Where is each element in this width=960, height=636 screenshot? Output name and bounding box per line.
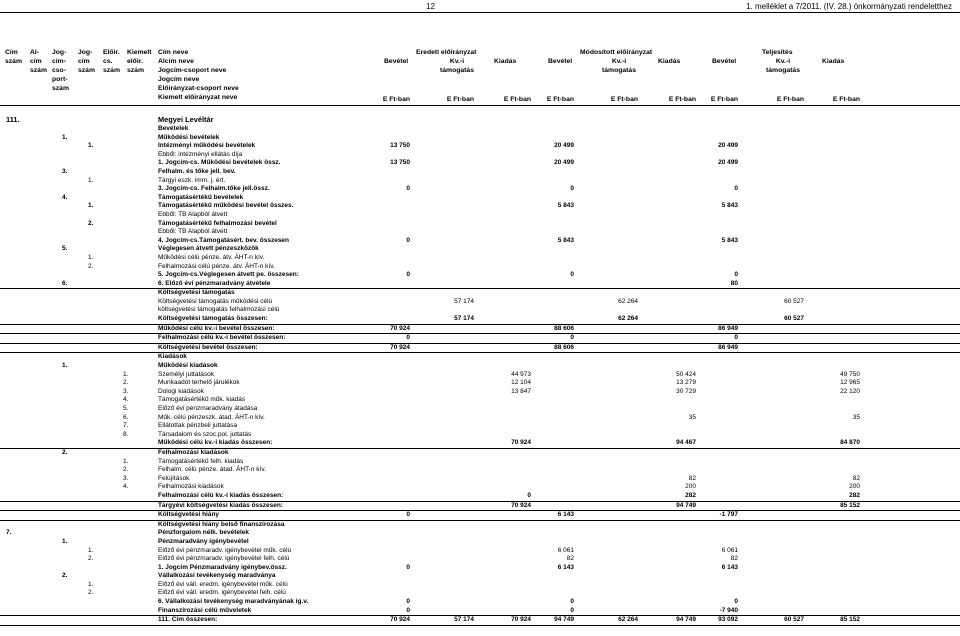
row-name: Pénzforgalom nélk. bevételek: [158, 529, 250, 537]
row-code: 6.: [62, 279, 68, 287]
row-value: 94 749: [676, 616, 696, 624]
row-value: 70 924: [390, 343, 410, 351]
row-value: 80: [730, 279, 738, 287]
table-row: [0, 589, 960, 598]
header-names: Cím neve Alcím neve Jogcím-csoport neve Jogcím neve Előirányzat-csoport neve Kiemelt előirányzat neve: [158, 49, 239, 101]
row-name: Felhalmozási célú kv.-i bevétel összesen:: [158, 334, 286, 342]
row-value: -7 940: [719, 606, 738, 614]
table-row: [0, 483, 960, 492]
row-value: 6 143: [557, 511, 574, 519]
row-name: Tárgyévi költségvetési kiadás összesen:: [158, 501, 284, 509]
row-code: 4.: [123, 483, 129, 491]
row-value: 0: [527, 491, 531, 499]
row-value: 6 143: [557, 563, 574, 571]
row-name: 3. Jogcím-cs. Felhalm.tőke jell.össz.: [158, 185, 270, 193]
row-name: Előző évi pénzmaradvány átadása: [158, 405, 258, 412]
header-kiemelt: Kiemelt előir. szám: [127, 49, 152, 74]
table-row: [0, 306, 960, 315]
row-value: 0: [570, 606, 574, 614]
row-name: Munkaadót terhelő járulékok: [158, 379, 240, 387]
row-value: 200: [685, 483, 696, 491]
row-value: 200: [849, 483, 860, 491]
table-row: [0, 344, 960, 354]
table-row: [0, 177, 960, 186]
table-row: [0, 422, 960, 431]
table-row: [0, 547, 960, 556]
table-row: [0, 115, 960, 125]
table-row: [0, 439, 960, 449]
table-row: [0, 228, 960, 237]
row-value: 20 499: [718, 142, 738, 150]
row-code: 1.: [88, 580, 94, 588]
row-code: 1.: [88, 142, 94, 150]
row-code: 2.: [62, 448, 68, 456]
row-name: Ebből: intézményi ellátás díja: [158, 150, 243, 158]
row-code: 7.: [6, 529, 12, 537]
table-row: [0, 572, 960, 581]
row-value: 13 750: [390, 142, 410, 150]
row-value: 13 750: [390, 159, 410, 167]
unit-label: E Ft-ban: [382, 96, 410, 103]
unit-label: E Ft-ban: [503, 96, 531, 103]
table-row: [0, 263, 960, 272]
table-row: [0, 581, 960, 590]
row-value: 94 467: [676, 439, 696, 447]
row-value: 5 843: [721, 236, 738, 244]
row-code: 2.: [88, 555, 94, 563]
row-value: 82: [566, 555, 574, 563]
row-value: 49 750: [840, 370, 860, 378]
row-value: 282: [849, 491, 860, 499]
table-row: [0, 431, 960, 440]
row-name: Ellátottak pénzbeli juttatása: [158, 422, 238, 430]
row-value: 35: [852, 413, 860, 421]
row-value: 50 424: [676, 370, 696, 378]
row-value: 60 527: [784, 616, 804, 624]
row-value: 0: [406, 185, 410, 193]
row-code: 3.: [123, 474, 129, 482]
row-name: 111. Cím összesen:: [158, 616, 218, 624]
row-name: Támogatásértékű felh. kiadás: [158, 457, 244, 465]
row-name: Társadalom és szoc.pol. juttatás: [158, 430, 252, 438]
row-code: 2.: [62, 572, 68, 580]
col-kvi-modositott: Kv.-i támogatás: [602, 58, 636, 74]
row-name: Költségvetési hiány belső finanszírozása: [158, 520, 285, 528]
row-value: 57 174: [454, 616, 474, 624]
row-name: Költségvetési támogatás összesen:: [158, 315, 268, 323]
row-value: 13 847: [511, 387, 531, 395]
row-value: 44 973: [511, 370, 531, 378]
row-code: 2.: [123, 379, 129, 387]
row-value: 6 061: [721, 546, 738, 554]
row-value: 22 120: [840, 387, 860, 395]
row-value: 57 174: [454, 297, 474, 305]
row-value: 0: [406, 598, 410, 606]
row-name: Költségvetési bevétel összesen:: [158, 343, 258, 351]
col-bevetel-eredeti: Bevétel: [384, 58, 409, 65]
row-name: 4. Jogcím-cs.Támogatásért. bev. összesen: [158, 236, 290, 244]
row-code: 1.: [88, 546, 94, 554]
row-name: Költségvetési támogatás: [158, 289, 235, 297]
row-value: 70 924: [511, 501, 531, 509]
unit-label: E Ft-ban: [710, 96, 738, 103]
header-jogcimcsoport: Jog- cím- cso- port- szám: [52, 49, 70, 92]
table-row: [0, 414, 960, 423]
table-row: [0, 511, 960, 521]
row-value: 5 843: [557, 202, 574, 210]
row-code: 1.: [62, 133, 68, 141]
row-code: 1.: [123, 370, 129, 378]
row-name: Felhalmozási kiadások: [158, 483, 224, 491]
header-jogcim: Jog- cím szám: [78, 49, 96, 74]
row-value: 20 499: [554, 159, 574, 167]
row-value: 0: [406, 271, 410, 279]
table-row: [0, 475, 960, 484]
row-name: Finanszírozási célú műveletek: [158, 606, 252, 614]
header-cim: Cím szám: [5, 49, 23, 65]
row-code: 7.: [123, 422, 129, 430]
table-row: [0, 466, 960, 475]
row-name: Intézményi működési bevételek: [158, 142, 256, 150]
row-code: 1.: [62, 362, 68, 370]
row-code: 111.: [6, 115, 20, 124]
row-value: 94 749: [676, 501, 696, 509]
row-name: Támogatásértékű működési bevétel összes.: [158, 202, 294, 210]
row-name: 5. Jogcím-cs.Véglegesen átvett pe. összesen:: [158, 271, 299, 279]
table-row: [0, 185, 960, 194]
col-bevetel-modositott: Bevétel: [548, 58, 573, 65]
row-name: Felhalmozási kiadások: [158, 448, 229, 456]
row-name: Működési bevételek: [158, 133, 220, 141]
row-value: 82: [730, 555, 738, 563]
row-value: 94 749: [554, 616, 574, 624]
unit-label: E Ft-ban: [668, 96, 696, 103]
group-title-teljesites: Teljesítés: [762, 49, 793, 56]
table-row: [0, 254, 960, 263]
table-row: [0, 202, 960, 211]
row-value: 84 870: [840, 439, 860, 447]
table-row: [0, 280, 960, 290]
row-name: Felhalm. célú pénze. átad. ÁHT-n kív.: [158, 466, 266, 474]
col-kiadas-teljesites: Kiadás: [822, 58, 845, 65]
row-name: Előző évi váll. eredm. igénybevétel műk. célú: [158, 580, 288, 588]
row-name: Előző évi pénzmaradv. igénybevétel felh. célú: [158, 555, 290, 563]
table-row: [0, 220, 960, 229]
group-title-eredeti: Eredeti előirányzat: [416, 49, 477, 56]
table-row: [0, 388, 960, 397]
row-value: 88 606: [554, 324, 574, 332]
row-name: Személyi juttatások: [158, 370, 214, 378]
row-value: 0: [570, 334, 574, 342]
row-value: 12 965: [840, 379, 860, 387]
row-name: Pénzmaradvány igénybevétel: [158, 537, 249, 545]
row-name: Dologi kiadások: [158, 387, 204, 395]
row-name: 1. Jogcím Pénzmaradvány igénybev.össz.: [158, 563, 287, 571]
table-row: [0, 194, 960, 203]
row-value: 86 949: [718, 324, 738, 332]
row-value: 35: [688, 413, 696, 421]
row-value: 62 264: [618, 297, 638, 305]
row-name: 6. Előző évi pénzmaradvány átvétele: [158, 279, 271, 287]
row-name: 1. Jogcím-cs. Működési bevételek össz.: [158, 159, 281, 167]
group-title-modositott: Módosított előirányzat: [580, 49, 653, 56]
row-code: 4.: [62, 193, 68, 201]
row-value: 82: [852, 474, 860, 482]
table-row: [0, 168, 960, 177]
document-reference: 1. melléklet a 7/2011. (IV. 28.) önkormányzati rendeletthez: [746, 2, 952, 11]
row-value: 0: [406, 563, 410, 571]
row-value: 12 104: [511, 379, 531, 387]
row-value: 30 729: [676, 387, 696, 395]
table-row: [0, 405, 960, 414]
row-value: 60 527: [784, 297, 804, 305]
row-code: 2.: [88, 219, 94, 227]
row-value: 0: [734, 334, 738, 342]
header-alcim: Al- cím szám: [30, 49, 48, 74]
row-code: 1.: [123, 457, 129, 465]
row-value: -1 797: [719, 511, 738, 519]
row-code: 5.: [123, 405, 129, 412]
header-rule: [0, 12, 960, 13]
col-kvi-eredeti: Kv.-i támogatás: [440, 58, 474, 74]
table-row: [0, 521, 960, 530]
col-kiadas-eredeti: Kiadás: [494, 58, 517, 65]
unit-label: E Ft-ban: [776, 96, 804, 103]
row-value: 13 279: [676, 379, 696, 387]
row-code: 1.: [88, 253, 94, 261]
row-name: Véglegesen átvett pénzeszközök: [158, 245, 259, 253]
row-name: Működési kiadások: [158, 362, 218, 370]
unit-label: E Ft-ban: [546, 96, 574, 103]
row-value: 5 843: [557, 236, 574, 244]
unit-label: E Ft-ban: [610, 96, 638, 103]
table-row: [0, 371, 960, 380]
table-row: [0, 607, 960, 617]
row-name: Költségvetési hiány: [158, 511, 220, 519]
row-code: 2.: [123, 466, 129, 474]
row-code: 2.: [88, 589, 94, 597]
row-value: 82: [688, 474, 696, 482]
row-value: 282: [685, 491, 696, 499]
row-code: 5.: [62, 245, 68, 253]
row-value: 93 092: [718, 616, 738, 624]
table-row: [0, 492, 960, 502]
table-row: [0, 538, 960, 547]
row-name: Vállalkozási tevékenység maradványa: [158, 572, 276, 580]
row-name: Támogatásértékű bevételek: [158, 193, 244, 201]
row-code: 8.: [123, 430, 129, 438]
row-code: 4.: [123, 396, 129, 404]
row-code: 1.: [88, 176, 94, 184]
row-value: 86 949: [718, 343, 738, 351]
row-value: 0: [734, 271, 738, 279]
row-value: 0: [570, 185, 574, 193]
row-value: 62 264: [618, 315, 638, 323]
table-row: [0, 142, 960, 151]
row-value: 0: [406, 511, 410, 519]
row-name: Felhalmozási célú pénze. átv. ÁHT-n kív.: [158, 262, 275, 270]
row-value: 85 152: [840, 616, 860, 624]
table-row: [0, 125, 960, 134]
budget-table: [0, 115, 960, 626]
row-name: Ebből: TB Alapból átvett: [158, 228, 228, 236]
row-value: 0: [406, 334, 410, 342]
row-name: Ebből: TB Alapból átvett: [158, 210, 228, 218]
row-value: 70 924: [511, 439, 531, 447]
row-value: 20 499: [718, 159, 738, 167]
row-value: 70 924: [390, 324, 410, 332]
row-code: 6.: [123, 413, 129, 421]
row-value: 20 499: [554, 142, 574, 150]
row-value: 62 264: [618, 616, 638, 624]
table-row: [0, 159, 960, 168]
row-name: Működési célú kv.-i kiadás összesen:: [158, 439, 273, 447]
table-row: [0, 564, 960, 573]
col-bevetel-teljesites: Bevétel: [712, 58, 737, 65]
table-row: [0, 362, 960, 371]
row-value: 70 924: [390, 616, 410, 624]
table-row: [0, 598, 960, 607]
row-name: Támogatásértékű műk. kiadás: [158, 396, 246, 404]
table-row: [0, 237, 960, 246]
row-name: Felhalm. és tőke jell. bev.: [158, 167, 236, 175]
row-name: 6. Vállalkozási tevékenység maradványának ig.v.: [158, 598, 309, 606]
table-row: [0, 245, 960, 254]
table-row: [0, 334, 960, 344]
row-value: 60 527: [784, 315, 804, 323]
row-value: 0: [406, 606, 410, 614]
table-row: [0, 449, 960, 458]
table-row: [0, 353, 960, 362]
row-value: 0: [734, 185, 738, 193]
row-name: Bevételek: [158, 125, 189, 132]
table-row: [0, 616, 960, 626]
header-eloir-cs: Előir. cs. szám: [103, 49, 121, 74]
row-name: Működési célú pénze. átv. ÁHT-n kív.: [158, 253, 265, 261]
row-value: 57 174: [454, 315, 474, 323]
row-name: Előző évi pénzmaradv. igénybevétel műk. célú: [158, 546, 292, 554]
row-code: 3.: [62, 167, 68, 175]
unit-label: E Ft-ban: [832, 96, 860, 103]
table-row: [0, 379, 960, 388]
table-row: [0, 396, 960, 405]
row-value: 0: [734, 598, 738, 606]
row-name: Tárgyi eszk. imm. j. ért.: [158, 176, 226, 184]
row-value: 85 152: [840, 501, 860, 509]
row-value: 0: [570, 271, 574, 279]
table-row: [0, 502, 960, 512]
row-name: költségvetési támogatás felhalmozási célú: [158, 306, 280, 314]
table-row: [0, 315, 960, 325]
table-row: [0, 271, 960, 280]
header-bottom-rule: [0, 105, 960, 106]
row-value: 5 843: [721, 202, 738, 210]
table-row: [0, 134, 960, 143]
page-number: 12: [426, 2, 435, 11]
row-value: 0: [570, 598, 574, 606]
row-name: Költségvetési támogatás működési célú: [158, 297, 273, 305]
table-row: [0, 151, 960, 160]
col-kiadas-modositott: Kiadás: [658, 58, 681, 65]
table-row: [0, 298, 960, 307]
table-row: [0, 458, 960, 467]
table-row: [0, 211, 960, 220]
table-row: [0, 555, 960, 564]
unit-label: E Ft-ban: [446, 96, 474, 103]
row-code: 1.: [62, 537, 68, 545]
row-name: Műk. célú pénzeszk. átad. ÁHT-n kív.: [158, 413, 265, 421]
row-value: 6 143: [721, 563, 738, 571]
row-code: 3.: [123, 387, 129, 395]
table-row: [0, 529, 960, 538]
row-value: 6 061: [557, 546, 574, 554]
row-name: Kiadások: [158, 353, 187, 361]
row-name: Megyei Levéltár: [158, 115, 214, 124]
row-code: 2.: [88, 262, 94, 270]
table-row: [0, 325, 960, 335]
row-value: 0: [406, 236, 410, 244]
row-name: Támogatásértékű felhalmozási bevétel: [158, 219, 277, 227]
row-name: Felújítások: [158, 474, 190, 482]
row-name: Működési célú kv.-i bevétel összesen:: [158, 324, 275, 332]
row-value: 70 924: [511, 616, 531, 624]
row-value: 88 606: [554, 343, 574, 351]
row-name: Előző évi váll. eredm. igénybevétel felh. célú: [158, 589, 286, 597]
row-code: 1.: [88, 202, 94, 210]
row-name: Felhalmozási célú kv.-i kiadás összesen:: [158, 491, 284, 499]
col-kvi-teljesites: Kv.-i támogatás: [766, 58, 800, 74]
table-row: [0, 289, 960, 298]
